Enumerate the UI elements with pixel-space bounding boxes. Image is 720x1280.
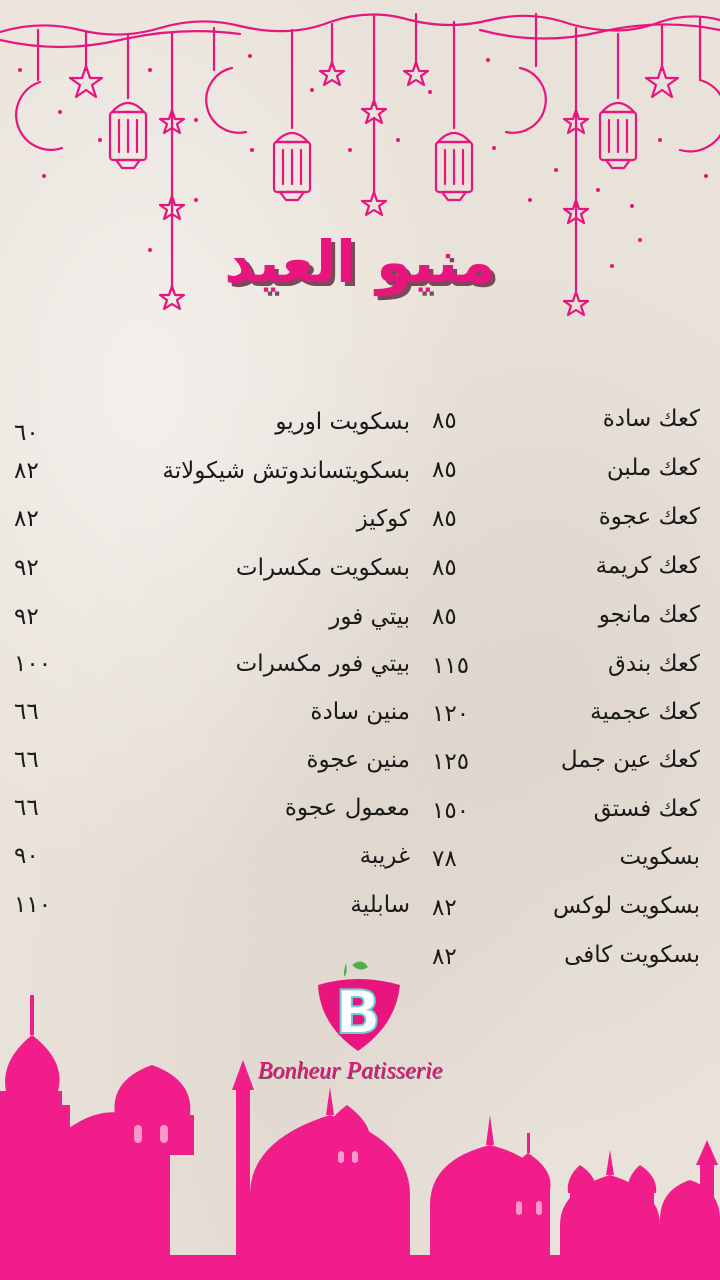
list-item-name: بسكويت كافى [564, 942, 700, 968]
list-item-name: كعك عين جمل [560, 747, 700, 773]
list-item-price: ٧٨ [432, 846, 457, 872]
list-item-name: بسكويت [619, 844, 700, 870]
list-item-price: ٨٢ [432, 944, 457, 970]
list-item-price: ٨٥ [432, 457, 457, 483]
list-item-price: ٩٠ [14, 843, 39, 869]
list-item-price: ٨٥ [432, 555, 457, 581]
list-item-name: منين عجوة [306, 747, 410, 773]
list-item-name: كعك بندق [608, 651, 700, 677]
brand-logo [308, 955, 408, 1055]
list-item-price: ٩٢ [14, 555, 39, 581]
list-item-name: بسكويت اوريو [275, 409, 410, 435]
list-item-name: كعك مانجو [598, 602, 700, 628]
list-item-price: ١٠٠ [14, 651, 52, 677]
brand-logo-letter: B [335, 978, 381, 1048]
list-item-price: ١٢٠ [432, 701, 470, 727]
list-item-price: ٦٦ [14, 747, 39, 773]
list-item-name: بسكويتساندوتش شيكولاتة [162, 458, 410, 484]
list-item-price: ١٢٥ [432, 749, 470, 775]
list-item-name: غريبة [359, 843, 410, 869]
list-item-price: ٦٦ [14, 795, 39, 821]
list-item-name: كوكيز [356, 506, 410, 532]
list-item-name: كعك كريمة [595, 553, 700, 579]
brand-name: Bonheur Patisserie [257, 1058, 443, 1084]
list-item-price: ٨٥ [432, 506, 457, 532]
list-item-name: كعك ملبن [606, 455, 700, 481]
list-item-price: ٦٠ [14, 420, 39, 446]
list-item-price: ٨٢ [14, 506, 39, 532]
list-item-price: ٨٥ [432, 604, 457, 630]
list-item-name: كعك سادة [602, 406, 700, 432]
list-item-price: ١١٠ [14, 892, 52, 918]
list-item-name: بيتي فور [329, 604, 410, 630]
list-item-price: ٨٢ [14, 458, 39, 484]
list-item-price: ٦٦ [14, 699, 39, 725]
list-item-name: سابلية [350, 892, 410, 918]
list-item-name: معمول عجوة [284, 795, 410, 821]
list-item-name: كعك عجوة [598, 504, 700, 530]
list-item-name: منين سادة [310, 699, 410, 725]
list-item-name: كعك فستق [593, 796, 700, 822]
list-item-name: بسكويت مكسرات [235, 555, 410, 581]
list-item-price: ٩٢ [14, 604, 39, 630]
menu-title: منيو العيد [224, 228, 496, 296]
list-item-name: بسكويت لوكس [553, 893, 700, 919]
list-item-name: بيتي فور مكسرات [235, 651, 410, 677]
list-item-name: كعك عجمية [590, 699, 700, 725]
list-item-price: ١٥٠ [432, 798, 470, 824]
list-item-price: ٨٥ [432, 408, 457, 434]
list-item-price: ٨٢ [432, 895, 457, 921]
list-item-price: ١١٥ [432, 653, 470, 679]
